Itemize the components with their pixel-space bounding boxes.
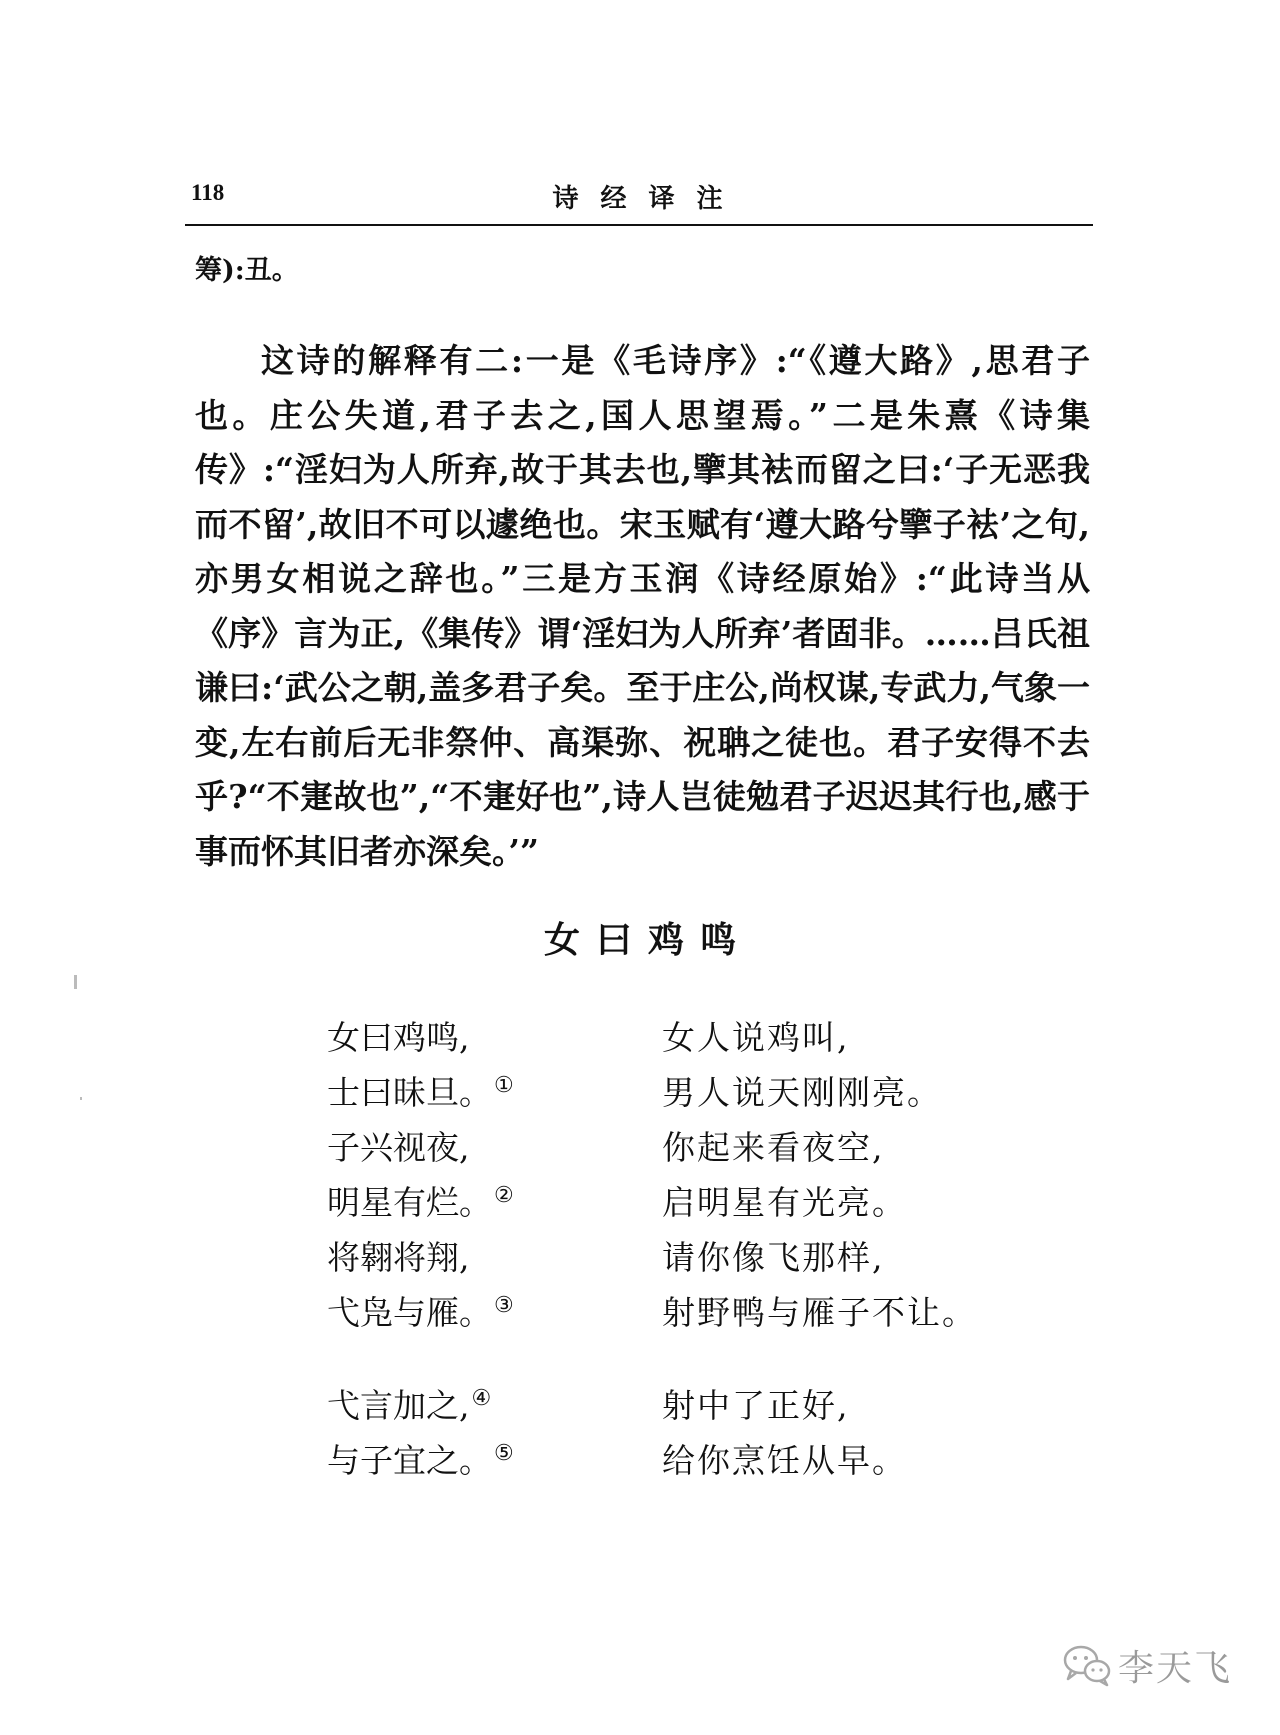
footnote-marker: ① <box>494 1073 514 1098</box>
original-line <box>327 1175 514 1230</box>
page-number: 118 <box>191 180 225 205</box>
scan-speck <box>74 975 77 989</box>
translation-line: 射野鸭与雁子不让。 <box>662 1293 977 1332</box>
watermark-name: 李天飞 <box>1118 1647 1233 1689</box>
original-line <box>327 1010 472 1065</box>
poem-line <box>327 1175 1027 1230</box>
translation-line: 启明星有光亮。 <box>662 1183 907 1222</box>
commentary-block <box>195 334 1090 879</box>
poem-stanza <box>327 1378 1027 1488</box>
footnote-marker: ③ <box>494 1293 514 1318</box>
poem-line <box>327 1010 1027 1065</box>
translation-line: 给你烹饪从早。 <box>662 1441 907 1480</box>
original-line <box>327 1120 472 1175</box>
translation-line: 请你像飞那样, <box>662 1238 885 1277</box>
poem-body <box>327 1010 1027 1526</box>
original-line <box>327 1285 514 1340</box>
original-text: 与子宜之。 <box>327 1441 492 1480</box>
translation-line: 男人说天刚刚亮。 <box>662 1073 942 1112</box>
continuation-text: 筹):丑。 <box>195 255 299 286</box>
poem-line <box>327 1285 1027 1340</box>
original-text: 女曰鸡鸣, <box>327 1018 470 1057</box>
translation-line: 你起来看夜空, <box>662 1128 885 1167</box>
scan-speck <box>80 1097 82 1100</box>
book-title: 诗经译注 <box>552 184 745 214</box>
original-text: 弋言加之, <box>327 1386 470 1425</box>
poem-stanza <box>327 1010 1027 1340</box>
poem-line <box>327 1433 1027 1488</box>
original-text: 弋凫与雁。 <box>327 1293 492 1332</box>
watermark <box>1062 1640 1232 1690</box>
footnote-marker: ⑤ <box>494 1441 514 1466</box>
original-line <box>327 1065 514 1120</box>
commentary-paragraph: 这诗的解释有二:一是《毛诗序》:“《遵大路》,思君子也。庄公失道,君子去之,国人思望焉。”二是朱熹《诗集传》:“淫妇为人所弃,故于其去也,擥其袪而留之曰:‘子无恶我而不留’,故旧不可以遽绝也。宋玉赋有‘遵大路兮擥子袪’之句,亦男女相说之辞也。”三是方玉润《诗经原始》:“此诗当从《序》言为正,《集传》谓‘淫妇为人所弃’者固非。……吕氏祖谦曰:‘武公之朝,盖多君子矣。至于庄公,尚权谋,专武力,气象一变,左右前后无非祭仲、高渠弥、祝聃之徒也。君子安得不去乎?“不寁故也”,“不寁好也”,诗人岂徒勉君子迟迟其行也,感于事而怀其旧者亦深矣。’” <box>195 341 1090 871</box>
original-text: 子兴视夜, <box>327 1128 470 1167</box>
original-text: 士曰昧旦。 <box>327 1073 492 1112</box>
poem-line <box>327 1065 1027 1120</box>
translation-line: 女人说鸡叫, <box>662 1018 850 1057</box>
translation-line: 射中了正好, <box>662 1386 850 1425</box>
poem-line <box>327 1120 1027 1175</box>
wechat-icon <box>1062 1643 1112 1687</box>
poem-line <box>327 1230 1027 1285</box>
original-line <box>327 1433 514 1488</box>
poem-line <box>327 1378 1027 1433</box>
footnote-marker: ④ <box>471 1386 492 1411</box>
original-line <box>327 1230 472 1285</box>
original-text: 将翱将翔, <box>327 1238 470 1277</box>
original-line <box>327 1378 491 1433</box>
page-header <box>185 178 1090 222</box>
footnote-marker: ② <box>494 1183 514 1208</box>
header-rule <box>185 224 1093 226</box>
original-text: 明星有烂。 <box>327 1183 492 1222</box>
poem-title: 女曰鸡鸣 <box>543 919 752 961</box>
